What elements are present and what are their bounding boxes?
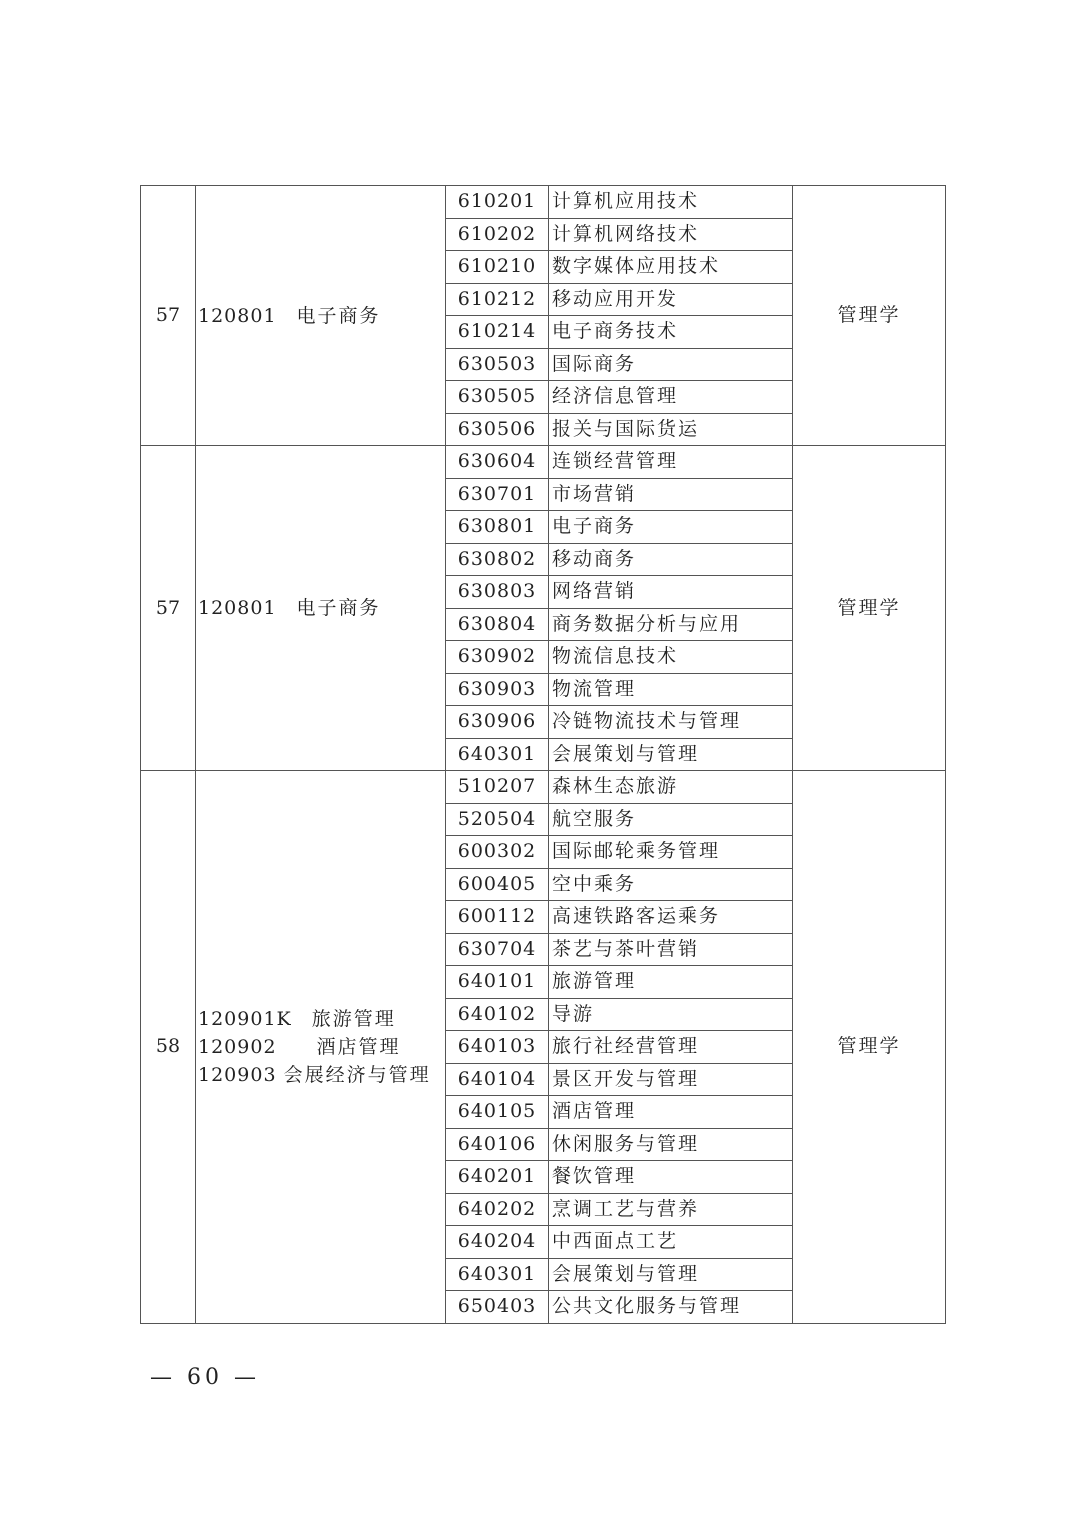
program-name: 酒店管理 <box>549 1096 793 1129</box>
spacer <box>277 1036 317 1058</box>
program-code: 640103 <box>446 1031 549 1064</box>
program-code: 630803 <box>446 576 549 609</box>
undergraduate-major-cell <box>196 186 446 446</box>
program-code: 610202 <box>446 218 549 251</box>
program-code: 520504 <box>446 803 549 836</box>
program-code: 630906 <box>446 706 549 739</box>
major-mapping-table <box>140 185 946 1324</box>
program-name: 物流信息技术 <box>549 641 793 674</box>
row-number: 57 <box>141 186 196 446</box>
program-code: 610210 <box>446 251 549 284</box>
program-code: 630902 <box>446 641 549 674</box>
program-code: 640201 <box>446 1161 549 1194</box>
program-name: 电子商务 <box>549 511 793 544</box>
program-name: 网络营销 <box>549 576 793 609</box>
major-name: 电子商务 <box>296 597 381 619</box>
undergraduate-major <box>198 1005 445 1033</box>
discipline-category: 管理学 <box>793 186 946 446</box>
undergraduate-major-cell <box>196 771 446 1324</box>
program-name: 商务数据分析与应用 <box>549 608 793 641</box>
program-code: 600405 <box>446 868 549 901</box>
program-name: 景区开发与管理 <box>549 1063 793 1096</box>
table-row <box>141 771 946 804</box>
program-name: 市场营销 <box>549 478 793 511</box>
program-code: 640105 <box>446 1096 549 1129</box>
program-name: 旅游管理 <box>549 966 793 999</box>
row-number: 57 <box>141 446 196 771</box>
program-code: 630701 <box>446 478 549 511</box>
program-code: 630503 <box>446 348 549 381</box>
table-row <box>141 446 946 479</box>
program-code: 630802 <box>446 543 549 576</box>
spacer <box>277 597 297 619</box>
program-name: 航空服务 <box>549 803 793 836</box>
table-row <box>141 186 946 219</box>
program-name: 计算机应用技术 <box>549 186 793 219</box>
program-code: 630704 <box>446 933 549 966</box>
program-name: 茶艺与茶叶营销 <box>549 933 793 966</box>
program-code: 600112 <box>446 901 549 934</box>
program-name: 空中乘务 <box>549 868 793 901</box>
program-code: 510207 <box>446 771 549 804</box>
program-code: 630903 <box>446 673 549 706</box>
major-name: 会展经济与管理 <box>283 1063 431 1086</box>
program-name: 连锁经营管理 <box>549 446 793 479</box>
program-name: 会展策划与管理 <box>549 738 793 771</box>
major-name: 电子商务 <box>296 304 381 327</box>
program-name: 会展策划与管理 <box>549 1258 793 1291</box>
major-code: 120902 <box>198 1035 277 1058</box>
spacer <box>292 1008 312 1030</box>
program-code: 630604 <box>446 446 549 479</box>
discipline-category: 管理学 <box>793 771 946 1324</box>
undergraduate-major <box>198 1033 445 1061</box>
program-code: 640101 <box>446 966 549 999</box>
program-code: 640106 <box>446 1128 549 1161</box>
program-name: 休闲服务与管理 <box>549 1128 793 1161</box>
page-number: — 60 — <box>150 1365 260 1390</box>
undergraduate-major-cell <box>196 446 446 771</box>
major-code: 120901K <box>198 1007 292 1030</box>
program-name: 电子商务技术 <box>549 316 793 349</box>
program-code: 630505 <box>446 381 549 414</box>
row-number: 58 <box>141 771 196 1324</box>
program-name: 中西面点工艺 <box>549 1226 793 1259</box>
major-name: 酒店管理 <box>316 1035 401 1058</box>
discipline-category: 管理学 <box>793 446 946 771</box>
major-code: 120801 <box>198 304 277 327</box>
program-code: 640202 <box>446 1193 549 1226</box>
spacer <box>277 1064 284 1086</box>
program-code: 630804 <box>446 608 549 641</box>
program-code: 640204 <box>446 1226 549 1259</box>
spacer <box>277 305 297 327</box>
program-name: 经济信息管理 <box>549 381 793 414</box>
program-name: 计算机网络技术 <box>549 218 793 251</box>
program-code: 630506 <box>446 413 549 446</box>
program-name: 数字媒体应用技术 <box>549 251 793 284</box>
program-code: 630801 <box>446 511 549 544</box>
program-name: 公共文化服务与管理 <box>549 1291 793 1324</box>
program-name: 高速铁路客运乘务 <box>549 901 793 934</box>
program-name: 国际商务 <box>549 348 793 381</box>
program-code: 610212 <box>446 283 549 316</box>
major-name: 旅游管理 <box>311 1007 396 1030</box>
program-name: 移动商务 <box>549 543 793 576</box>
program-name: 国际邮轮乘务管理 <box>549 836 793 869</box>
program-code: 610201 <box>446 186 549 219</box>
program-code: 640104 <box>446 1063 549 1096</box>
program-code: 600302 <box>446 836 549 869</box>
program-code: 650403 <box>446 1291 549 1324</box>
program-name: 旅行社经营管理 <box>549 1031 793 1064</box>
program-code: 640102 <box>446 998 549 1031</box>
program-name: 报关与国际货运 <box>549 413 793 446</box>
undergraduate-major <box>198 1061 445 1089</box>
program-code: 640301 <box>446 738 549 771</box>
program-code: 610214 <box>446 316 549 349</box>
program-name: 物流管理 <box>549 673 793 706</box>
program-code: 640301 <box>446 1258 549 1291</box>
undergraduate-major <box>198 302 445 330</box>
major-code: 120903 <box>198 1063 277 1086</box>
program-name: 导游 <box>549 998 793 1031</box>
program-name: 烹调工艺与营养 <box>549 1193 793 1226</box>
program-name: 冷链物流技术与管理 <box>549 706 793 739</box>
program-name: 森林生态旅游 <box>549 771 793 804</box>
program-name: 移动应用开发 <box>549 283 793 316</box>
program-name: 餐饮管理 <box>549 1161 793 1194</box>
major-code: 120801 <box>198 597 277 619</box>
undergraduate-major <box>198 594 445 622</box>
